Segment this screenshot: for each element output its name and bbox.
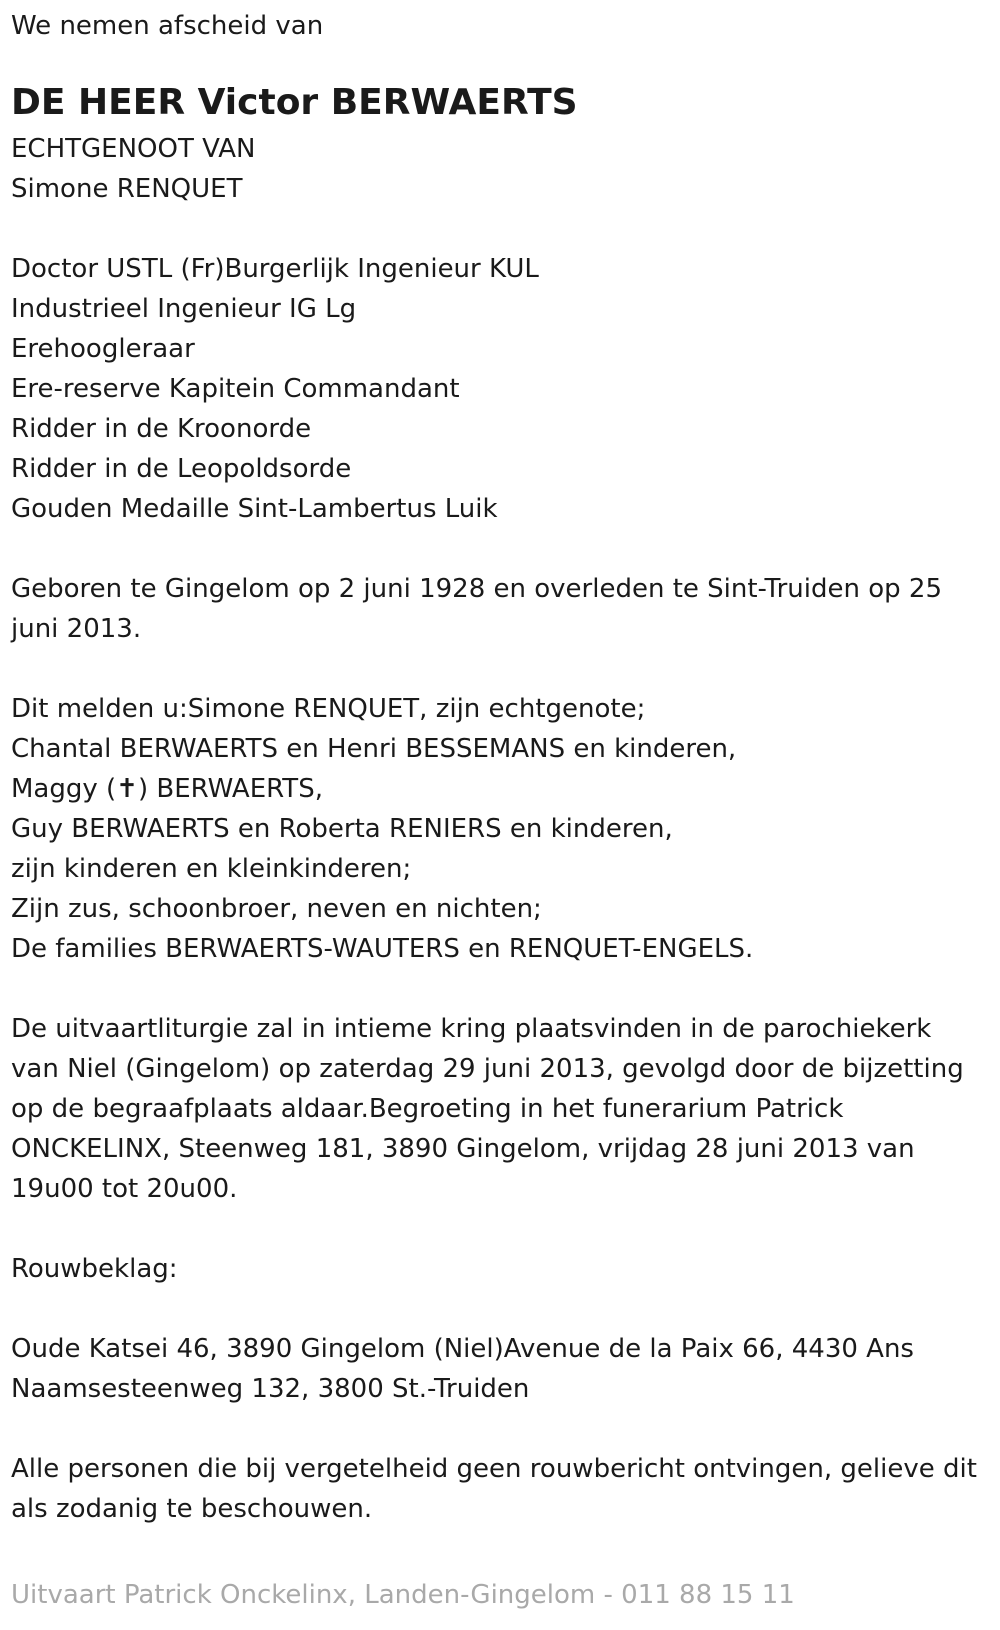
- closing-text: Alle personen die bij vergetelheid geen rouwbericht ontvingen, gelieve dit als zodanig te beschouwen.: [11, 1454, 977, 1524]
- condolence-section: [11, 1249, 986, 1289]
- spouse-label: ECHTGENOOT VAN: [11, 134, 256, 164]
- title-item: Gouden Medaille Sint-Lambertus Luik: [11, 494, 498, 524]
- announcer-line: Dit melden u:Simone RENQUET, zijn echtgenote;: [11, 694, 646, 724]
- announcer-line: Guy BERWAERTS en Roberta RENIERS en kinderen,: [11, 814, 673, 844]
- birth-death-paragraph: [11, 569, 986, 649]
- intro-text: We nemen afscheid van: [11, 11, 324, 41]
- deceased-name: DE HEER Victor BERWAERTS: [11, 82, 578, 123]
- funeral-home-footer: Uitvaart Patrick Onckelinx, Landen-Gingelom - 011 88 15 11: [11, 1580, 795, 1610]
- obituary-notice: [11, 6, 986, 1529]
- address-line: Naamsesteenweg 132, 3800 St.-Truiden: [11, 1374, 530, 1404]
- spouse-name: Simone RENQUET: [11, 174, 243, 204]
- announcer-line: zijn kinderen en kleinkinderen;: [11, 854, 412, 884]
- address-line: Oude Katsei 46, 3890 Gingelom (Niel)Avenue de la Paix 66, 4430 Ans: [11, 1334, 914, 1364]
- closing-paragraph: [11, 1449, 986, 1529]
- title-item: Doctor USTL (Fr)Burgerlijk Ingenieur KUL: [11, 254, 539, 284]
- title-item: Ridder in de Leopoldsorde: [11, 454, 352, 484]
- announcer-line: Zijn zus, schoonbroer, neven en nichten;: [11, 894, 542, 924]
- funeral-paragraph: [11, 1009, 986, 1209]
- addresses-list: [11, 1329, 986, 1409]
- funeral-text: De uitvaartliturgie zal in intieme kring plaatsvinden in de parochiekerk van Niel (Gingelom) op zaterdag 29 juni 2013, gevolgd door de bijzetting op de begraafplaats aldaar.Begroeting in het funerarium Patrick ONCKELINX, Steenweg 181, 3890 Gingelom, vrijdag 28 juni 2013 van 19u00 tot 20u00.: [11, 1014, 964, 1204]
- announcer-line: De families BERWAERTS-WAUTERS en RENQUET-ENGELS.: [11, 934, 754, 964]
- announcer-line: Chantal BERWAERTS en Henri BESSEMANS en kinderen,: [11, 734, 737, 764]
- condolence-label: Rouwbeklag:: [11, 1254, 178, 1284]
- birth-death-text: Geboren te Gingelom op 2 juni 1928 en overleden te Sint-Truiden op 25 juni 2013.: [11, 574, 943, 644]
- title-item: Erehoogleraar: [11, 334, 195, 364]
- title-item: Ere-reserve Kapitein Commandant: [11, 374, 460, 404]
- title-item: Ridder in de Kroonorde: [11, 414, 312, 444]
- title-item: Industrieel Ingenieur IG Lg: [11, 294, 357, 324]
- titles-list: [11, 249, 986, 529]
- announcers-list: [11, 689, 986, 969]
- announcer-line: Maggy (✝) BERWAERTS,: [11, 774, 323, 804]
